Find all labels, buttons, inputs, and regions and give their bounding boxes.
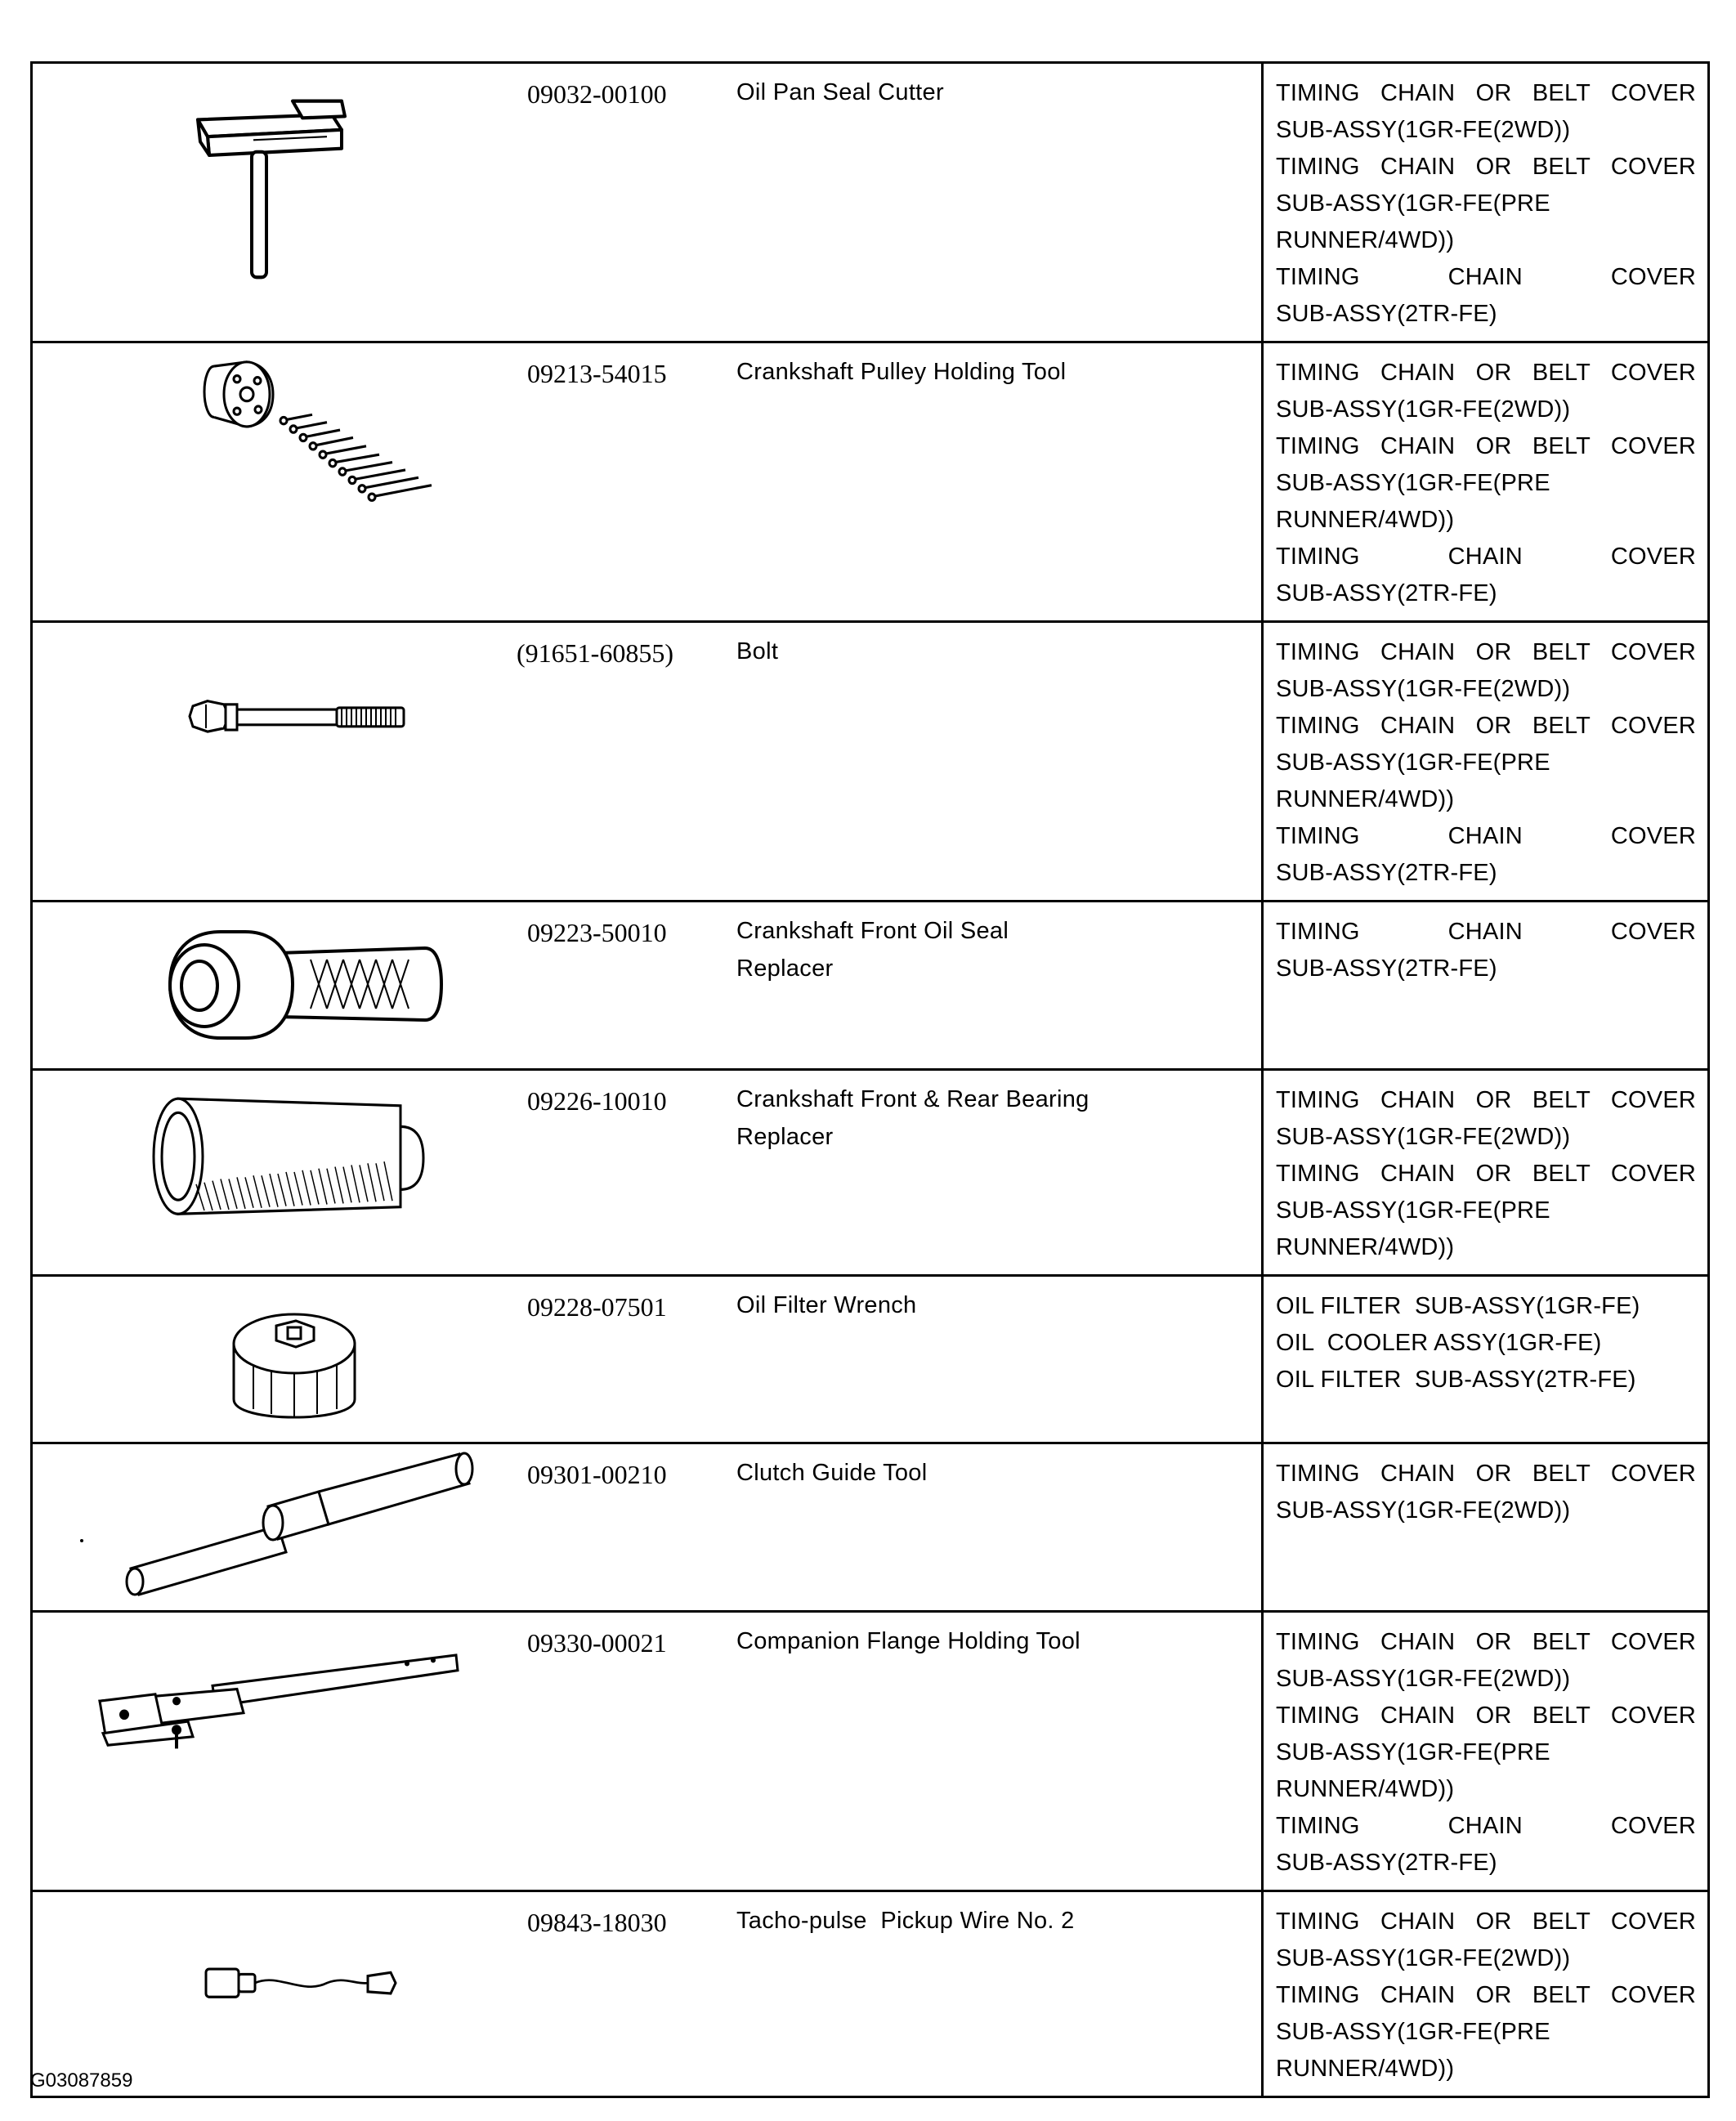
table-row [32, 1070, 1709, 1276]
tool-name-line: Crankshaft Front & Rear Bearing [736, 1086, 1089, 1112]
bearing-replacer-illustration [33, 1071, 490, 1274]
application-line: SUB-ASSY(1GR-FE(2WD)) [1276, 396, 1571, 423]
oil-seal-replacer-illustration [33, 902, 490, 1068]
application-line: OIL FILTER SUB-ASSY(1GR-FE) [1276, 1293, 1640, 1319]
application-line: SUB-ASSY(2TR-FE) [1276, 1850, 1497, 1876]
part-number: 09213-54015 [527, 359, 667, 388]
part-number: 09301-00210 [527, 1460, 667, 1489]
application-line: RUNNER/4WD)) [1276, 227, 1455, 253]
applications-cell [1263, 902, 1709, 1070]
tool-name-line: Clutch Guide Tool [736, 1460, 928, 1486]
tool-name [736, 1081, 1194, 1156]
application-line: TIMING CHAIN OR BELT COVER [1276, 360, 1696, 386]
table-row [32, 1612, 1709, 1891]
special-service-tools-table [30, 61, 1710, 2098]
application-line: SUB-ASSY(1GR-FE(PRE [1276, 470, 1550, 496]
application-line: SUB-ASSY(1GR-FE(PRE [1276, 1197, 1550, 1224]
figure-id-label: G03087859 [30, 2070, 133, 2092]
application-line: OIL COOLER ASSY(1GR-FE) [1276, 1330, 1602, 1356]
applications-cell [1263, 1612, 1709, 1891]
application-line: TIMING CHAIN COVER [1276, 919, 1696, 945]
table-row [32, 902, 1709, 1070]
application-line: SUB-ASSY(2TR-FE) [1276, 301, 1497, 327]
application-line: SUB-ASSY(1GR-FE(PRE [1276, 190, 1550, 217]
applications-cell [1263, 63, 1709, 342]
oil-pan-seal-cutter-illustration [33, 64, 490, 341]
application-line: SUB-ASSY(1GR-FE(2WD)) [1276, 1666, 1571, 1692]
application-line: TIMING CHAIN OR BELT COVER [1276, 1161, 1696, 1187]
part-number: 09843-18030 [527, 1908, 667, 1937]
bolt-illustration [33, 623, 490, 900]
application-line: TIMING CHAIN OR BELT COVER [1276, 1703, 1696, 1729]
application-line: SUB-ASSY(1GR-FE(2WD)) [1276, 1124, 1571, 1150]
application-line: RUNNER/4WD)) [1276, 2056, 1455, 2082]
tool-name [736, 633, 1194, 670]
tool-name [736, 1902, 1194, 1940]
table-row [32, 342, 1709, 622]
application-line: SUB-ASSY(1GR-FE(PRE [1276, 2019, 1550, 2045]
clutch-guide-tool-drawing [33, 1444, 490, 1610]
application-line: TIMING CHAIN COVER [1276, 823, 1696, 849]
application-line: SUB-ASSY(1GR-FE(2WD)) [1276, 117, 1571, 143]
application-line: SUB-ASSY(1GR-FE(2WD)) [1276, 1945, 1571, 1971]
application-line: TIMING CHAIN COVER [1276, 544, 1696, 570]
tool-name-line: Oil Filter Wrench [736, 1292, 917, 1318]
application-line: SUB-ASSY(1GR-FE(PRE [1276, 750, 1550, 776]
tacho-pulse-pickup-wire-illustration [33, 1892, 490, 2096]
table-row [32, 1276, 1709, 1443]
table-row [32, 1891, 1709, 2097]
application-line: TIMING CHAIN OR BELT COVER [1276, 639, 1696, 665]
table-row [32, 1443, 1709, 1612]
applications-cell [1263, 1070, 1709, 1276]
application-line: TIMING CHAIN COVER [1276, 264, 1696, 290]
tool-cell [32, 622, 1263, 902]
tool-cell [32, 1276, 1263, 1443]
table-row [32, 622, 1709, 902]
tool-name-line: Replacer [736, 955, 834, 982]
tool-cell [32, 342, 1263, 622]
part-number: 09228-07501 [527, 1292, 667, 1322]
application-line: OIL FILTER SUB-ASSY(2TR-FE) [1276, 1367, 1636, 1393]
tool-name [736, 912, 1194, 987]
bearing-replacer-drawing [33, 1071, 490, 1274]
crankshaft-pulley-holding-tool-illustration [33, 343, 490, 620]
application-line: TIMING CHAIN OR BELT COVER [1276, 1461, 1696, 1487]
tool-cell [32, 63, 1263, 342]
application-line: RUNNER/4WD)) [1276, 1234, 1455, 1260]
application-line: TIMING CHAIN OR BELT COVER [1276, 80, 1696, 106]
tool-name-line: Replacer [736, 1124, 834, 1150]
applications-cell [1263, 622, 1709, 902]
tool-name-line: Bolt [736, 638, 779, 664]
tool-cell [32, 1612, 1263, 1891]
application-line: TIMING CHAIN OR BELT COVER [1276, 713, 1696, 739]
application-line: SUB-ASSY(1GR-FE(2WD)) [1276, 676, 1571, 702]
tool-cell [32, 1891, 1263, 2097]
part-number: 09330-00021 [527, 1628, 667, 1658]
oil-seal-replacer-drawing [33, 902, 490, 1068]
seal-cutter-drawing [33, 64, 490, 341]
tool-name-line: Companion Flange Holding Tool [736, 1628, 1081, 1654]
oil-filter-wrench-illustration [33, 1277, 490, 1442]
application-line: SUB-ASSY(1GR-FE(PRE [1276, 1739, 1550, 1765]
tool-name [736, 353, 1194, 391]
application-line: TIMING CHAIN OR BELT COVER [1276, 154, 1696, 180]
application-line: TIMING CHAIN OR BELT COVER [1276, 433, 1696, 459]
application-line: SUB-ASSY(2TR-FE) [1276, 955, 1497, 982]
application-line: TIMING CHAIN COVER [1276, 1813, 1696, 1839]
application-line: TIMING CHAIN OR BELT COVER [1276, 1982, 1696, 2008]
oil-filter-wrench-drawing [33, 1277, 490, 1442]
tool-name [736, 1286, 1194, 1324]
tool-cell [32, 1443, 1263, 1612]
part-number: 09223-50010 [527, 918, 667, 947]
tool-name [736, 1454, 1194, 1492]
part-number: 09226-10010 [527, 1086, 667, 1116]
tool-cell [32, 902, 1263, 1070]
applications-cell [1263, 1891, 1709, 2097]
companion-flange-tool-drawing [33, 1613, 490, 1890]
application-line: TIMING CHAIN OR BELT COVER [1276, 1908, 1696, 1935]
tool-name-line: Crankshaft Front Oil Seal [736, 918, 1009, 944]
tool-name-line: Crankshaft Pulley Holding Tool [736, 359, 1067, 385]
applications-cell [1263, 342, 1709, 622]
bolt-drawing [33, 623, 490, 900]
application-line: TIMING CHAIN OR BELT COVER [1276, 1629, 1696, 1655]
application-line: SUB-ASSY(1GR-FE(2WD)) [1276, 1497, 1571, 1524]
pickup-wire-drawing [33, 1892, 490, 2096]
applications-cell [1263, 1276, 1709, 1443]
tool-name [736, 1622, 1194, 1660]
tool-name [736, 74, 1194, 111]
clutch-guide-tool-illustration [33, 1444, 490, 1610]
tool-name-line: Tacho-pulse Pickup Wire No. 2 [736, 1908, 1075, 1934]
application-line: RUNNER/4WD)) [1276, 1776, 1455, 1802]
pulley-holding-tool-drawing [33, 343, 490, 620]
companion-flange-holding-tool-illustration [33, 1613, 490, 1890]
application-line: SUB-ASSY(2TR-FE) [1276, 860, 1497, 886]
part-number: (91651-60855) [517, 638, 673, 668]
table-row [32, 63, 1709, 342]
part-number: 09032-00100 [527, 79, 667, 109]
application-line: TIMING CHAIN OR BELT COVER [1276, 1087, 1696, 1113]
application-line: SUB-ASSY(2TR-FE) [1276, 580, 1497, 606]
application-line: RUNNER/4WD)) [1276, 786, 1455, 812]
applications-cell [1263, 1443, 1709, 1612]
tool-cell [32, 1070, 1263, 1276]
application-line: RUNNER/4WD)) [1276, 507, 1455, 533]
tool-name-line: Oil Pan Seal Cutter [736, 79, 944, 105]
